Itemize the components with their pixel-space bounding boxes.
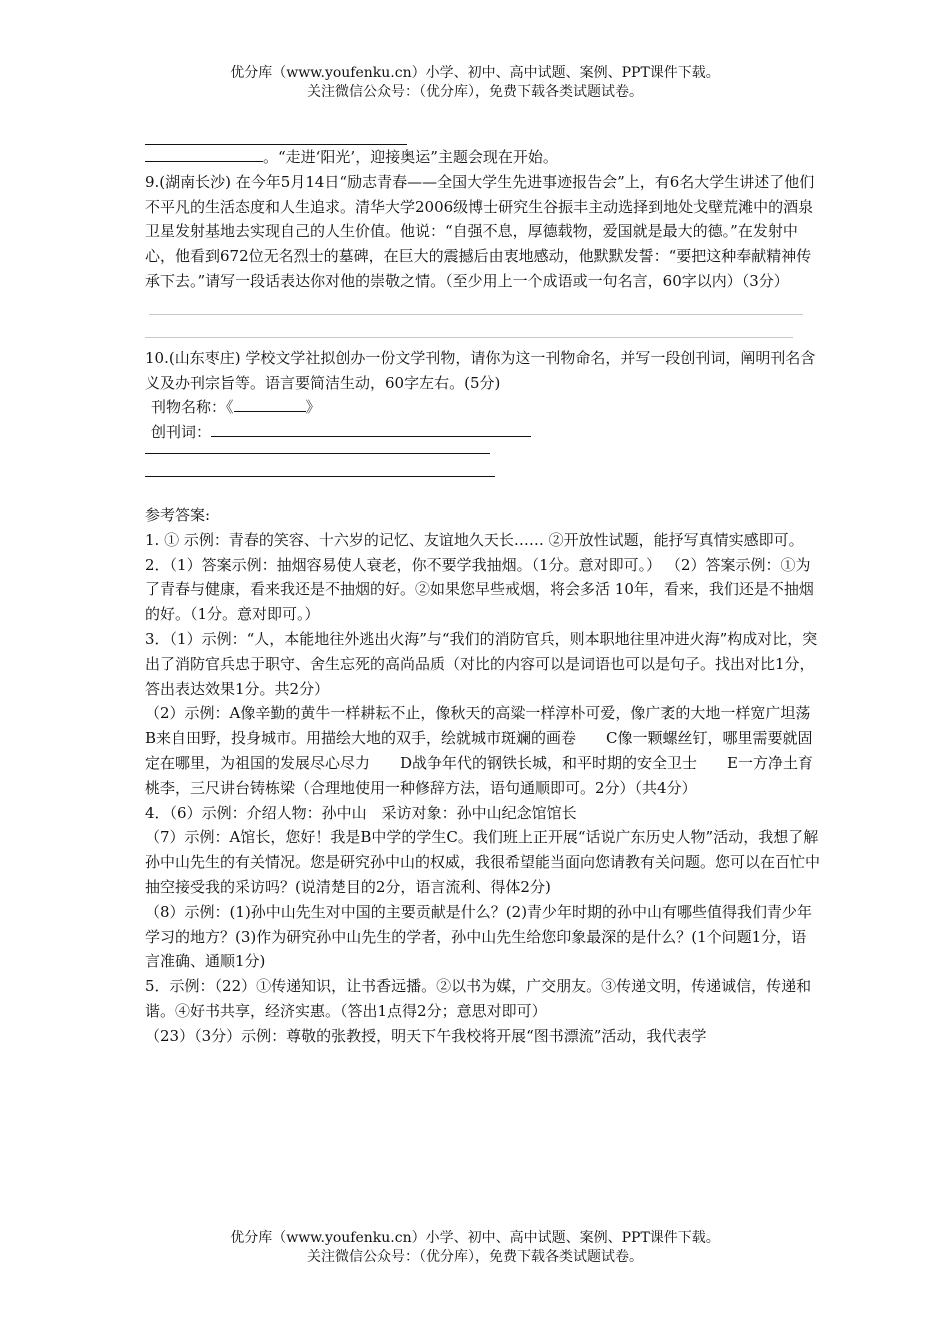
answer-item: （8）示例：(1)孙中山先生对中国的主要贡献是什么？(2)青少年时期的孙中山有哪些值得我们青少年学习的地方？(3)作为研究孙中山先生的学者，孙中山先生给您印象最深的是什么？(1个问题1分，语言准确、通顺1分): [145, 902, 813, 971]
answer-item: 1. ① 示例：青春的笑容、十六岁的记忆、友谊地久天长…… ②开放性试题，能抒写真情实感即可。: [145, 530, 804, 549]
answer-item: （2）示例：A像辛勤的黄牛一样耕耘不止，像秋天的高粱一样淳朴可爱，像广袤的大地一样宽广坦荡: [145, 704, 811, 723]
page-footer: [0, 1229, 950, 1267]
footer-line-2: 关注微信公众号：（优分库），免费下载各类试题试卷。: [307, 1249, 643, 1265]
journal-name-blank: [234, 395, 306, 412]
foreword-row: [145, 420, 820, 445]
answer-item: （23）（3分）示例：尊敬的张教授，明天下午我校将开展“图书漂流”活动，我代表学: [145, 1026, 707, 1045]
page-header: [0, 64, 950, 102]
page-content: [145, 132, 820, 1049]
header-line-2: 关注微信公众号：（优分库），免费下载各类试题试卷。: [307, 84, 643, 100]
answer-item: 2．（1）答案示例：抽烟容易使人衰老，你不要学我抽烟。（1分。意对即可。） （2）答案示例：①为了青春与健康，看来我还是不抽烟的好。②如果您早些戒烟，将会多活 10年，看来，我们还是不抽烟的好。（1分。意对即可。）: [145, 555, 814, 624]
question-8-tail: [145, 145, 820, 170]
footer-line-1: 优分库（www.youfenku.cn）小学、初中、高中试题、案例、PPT课件下载。: [230, 1230, 720, 1246]
question-10: 10.(山东枣庄) 学校文学社拟创办一份文学刊物，请你为这一刊物命名，并写一段创刊词，阐明刊名含义及办刊宗旨等。语言要简洁生动，60字左右。(5分): [145, 348, 816, 392]
answer-item: （7）示例：A馆长，您好！我是B中学的学生C。我们班上正开展“话说广东历史人物”活动，我想了解孙中山先生的有关情况。您是研究孙中山的权威，我很希望能当面向您请教有关问题。您可以在百忙中抽空接受我的采访吗？(说清楚目的2分，语言流利、得体2分): [145, 828, 821, 896]
foreword-blank: [211, 420, 531, 437]
answer-item: 5．示例：（22）①传递知识，让书香远播。②以书为媒，广交朋友。③传递文明，传递诚信，传递和谐。④好书共享，经济实惠。（答出1点得2分；意思对即可）: [145, 977, 812, 1020]
question-9: 9.(湖南长沙) 在今年5月14日“励志青春——全国大学生先进事迹报告会”上，有6名大学生讲述了他们不平凡的生活态度和人生追求。清华大学2006级博士研究生谷振丰主动选择到地处戈壁荒滩中的酒泉卫星发射基地去实现自己的人生价值。他说：“自强不息，厚德载物，爱国就是最大的德。”在发射中心，他看到672位无名烈士的墓碑，在巨大的震撼后由衷地感动，他默默发誓：“要把这种奉献精神传承下去。”请写一段话表达你对他的崇敬之情。（至少用上一个成语或一句名言，60字以内）（3分）: [145, 172, 815, 290]
answer-item: B来自田野，投身城市。用描绘大地的双手，绘就城市斑斓的画卷 C像一颗螺丝钉，哪里需要就固定在哪里，为祖国的发展尽心尽力 D战争年代的钢铁长城，和平时期的安全卫士 E一方净土育桃李，三尺讲台铸栋梁（合理地使用一种修辞方法，语句通顺即可。2分）（共4分）: [145, 729, 813, 797]
answer-item: 4．（6）示例：介绍人物：孙中山 采访对象：孙中山纪念馆馆长: [145, 803, 577, 822]
answer-blank: [145, 145, 263, 162]
journal-name-row: 刊物名称：《 》: [145, 395, 820, 420]
foreword-label: 创刊词：: [151, 423, 212, 442]
answer-item: 3．（1）示例：“人，本能地往外逃出火海”与“我们的消防官兵，则本职地往里冲进火海”构成对比，突出了消防官兵忠于职守、舍生忘死的高尚品质（对比的内容可以是词语也可以是句子。找出对比1分，答出表达效果1分。共2分）: [145, 629, 818, 698]
journal-name-label: 刊物名称：: [151, 398, 227, 417]
header-line-1: 优分库（www.youfenku.cn）小学、初中、高中试题、案例、PPT课件下载。: [230, 65, 720, 81]
question-8-tail-text: 。“走进‘阳光’，迎接奥运”主题会现在开始。: [263, 148, 558, 166]
answers-heading: 参考答案:: [145, 505, 211, 524]
